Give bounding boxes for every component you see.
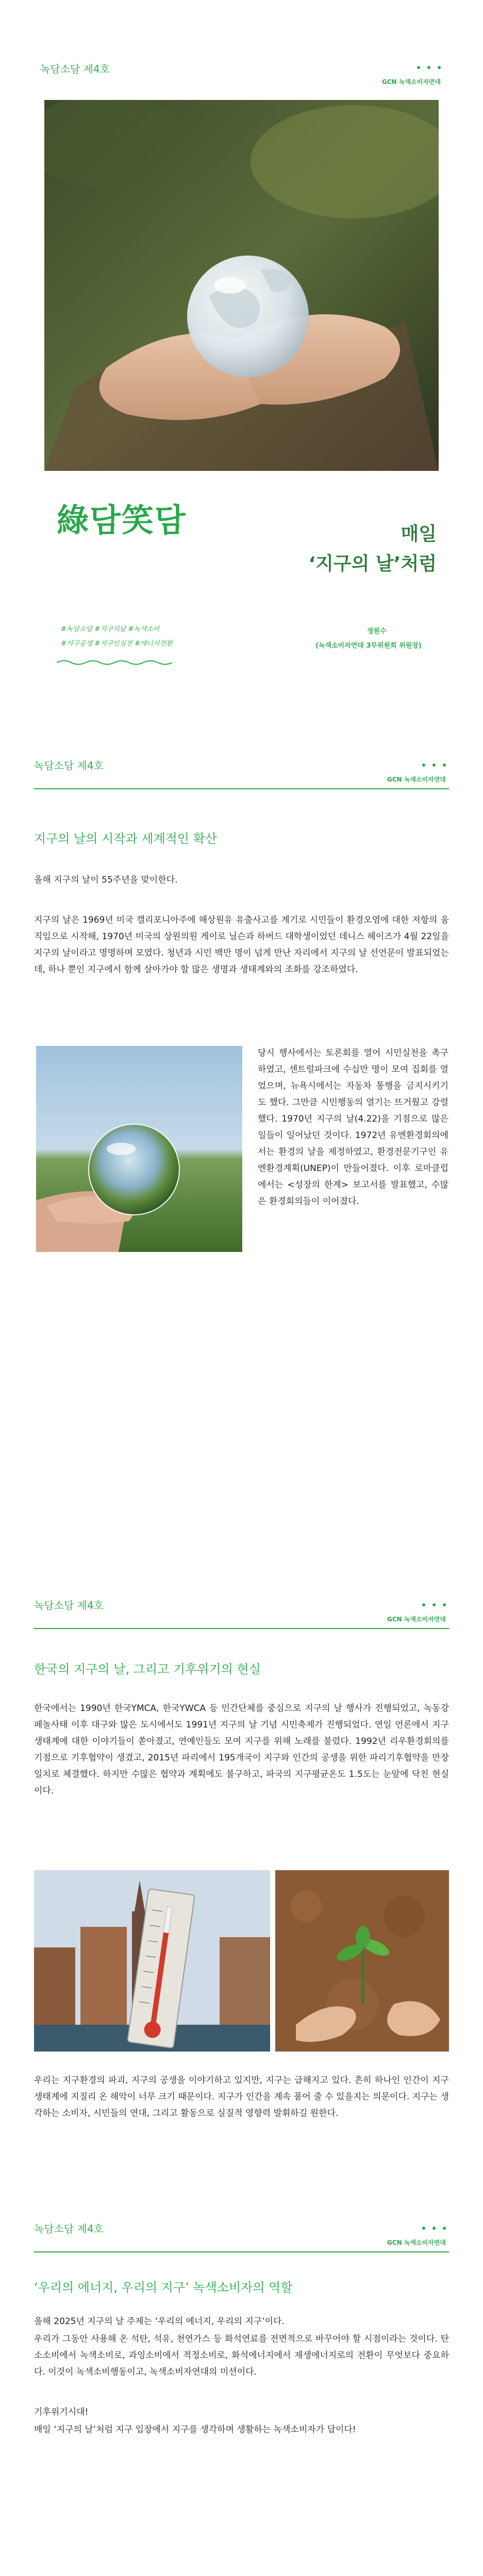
brand-label: GCN 녹색소비자연대 [387, 2239, 446, 2246]
sapling-illustration [275, 1870, 449, 2052]
footer [0, 2561, 483, 2576]
author-affiliation: (녹색소비자연대 3무위원회 위원장) [315, 642, 422, 650]
dot-icon [438, 66, 441, 69]
paragraph: 기후위기시대! [34, 2407, 89, 2417]
hero-title-line2: ‘지구의 날’처럼 [308, 553, 437, 574]
section-rule [34, 2251, 449, 2252]
issue-label: 녹담소담 제4호 [34, 2223, 104, 2235]
paragraph: 우리가 그동안 사용해 온 석탄, 석유, 천연가스 등 화석연료를 전면적으로 바꾸어야 할 시점이라는 것이다. 탄소소비에서 녹색소비로, 과잉소비에서 적정소비로, 화석에너지에서 재생에너지로의 전환이 무엇보다 중요하다. 이것이 녹색소비행동이고, 녹색소비자연대의 미션이다. [34, 2334, 449, 2377]
section-rule [34, 788, 449, 789]
hero-tagline-line2: #지구공생 #지구인실천 #에너지전환 [61, 640, 173, 648]
dot-icon [443, 764, 446, 767]
brand-dots [405, 1603, 446, 1606]
brand-dots [399, 66, 441, 69]
section-title: 한국의 지구의 날, 그리고 기후위기의 현실 [34, 1662, 261, 1676]
section-green-consumer [0, 2200, 483, 2561]
hero-photo-hands-globe [44, 100, 439, 471]
hero-logo: 綠담笑담 [57, 501, 187, 539]
dot-icon [422, 1603, 425, 1606]
paragraph: 지구의 날은 1969년 미국 캘리포니아주에 해상원유 유출사고를 계기로 시민들이 환경오염에 대한 저항의 움직임으로 시작해, 1970년 미국의 상원의원 게이로 닐슨과 하버드 대학생이었던 데니스 헤이즈가 4월 22일을 지구의 날이라고 명명하며 모였다. 청년과 시민 백만 명이 넘게 만난 자리에서 지구의 날 선언문이 발표되었는데, 하나 뿐인 지구에서 함께 살아가야 할 많은 생명과 생태계와의 조화를 강조하였다. [34, 915, 449, 975]
section-rule [34, 1628, 449, 1629]
brand-label: GCN 녹색소비자연대 [381, 78, 441, 86]
author-name: 정원수 [367, 628, 387, 635]
brand-dots [405, 764, 446, 767]
photo-thermometer-city [34, 1870, 270, 2052]
thermometer-illustration [34, 1870, 270, 2052]
issue-label: 녹담소담 제4호 [34, 1599, 104, 1612]
photo-planting-sapling [275, 1870, 449, 2052]
dot-icon [443, 1603, 446, 1606]
glass-ball-illustration [36, 1046, 242, 1252]
hero-tagline-line1: #녹담소담 #지구의날 #녹색소비 [61, 625, 160, 633]
dot-icon [422, 764, 425, 767]
paragraph: 한국에서는 1990년 한국YMCA, 한국YWCA 등 민간단체를 중심으로 지구의 날 행사가 진행되었고, 녹동강 페놀사태 이후 대구와 많은 도시에서도 1991년 지구의 날 기념 시민축제가 진행되었다. 연일 언론에서 지구생태계에 대한 이야기들이 쏟아졌고, 연예인들도 모여 지구를 위해 노래를 불렀다. 1992년 리우환경회의를 기점으로 기후협약이 생겼고, 2015년 파리에서 195개국이 지구와 인간의 공생을 위한 파리기후협약을 만장일치로 체결했다. 하지만 수많은 협약과 계획에도 불구하고, 파국의 지구평균온도 1.5도는 눈앞에 닥친 현실이다. [34, 1703, 449, 1796]
hands-globe-illustration [44, 100, 439, 471]
issue-label: 녹담소담 제4호 [40, 63, 110, 75]
dot-icon [432, 1603, 436, 1606]
photo-glass-ball [36, 1046, 242, 1252]
wave-divider [57, 658, 175, 668]
issue-label: 녹담소담 제4호 [34, 759, 104, 772]
brand-label: GCN 녹색소비자연대 [387, 776, 446, 783]
paragraph: 매일 ‘지구의 날’처럼 지구 입장에서 지구를 생각하며 생활하는 녹색소비자가 답이다! [34, 2425, 356, 2435]
paragraph: 올해 지구의 날이 55주년을 맞이한다. [34, 875, 178, 885]
hero-title-line1: 매일 [401, 523, 437, 545]
dot-icon [417, 66, 420, 69]
paragraph: 당시 행사에서는 토론회를 열어 시민실천을 촉구하였고, 센트럴파크에 수십만 명이 모여 집회를 열었으며, 뉴욕시에서는 자동차 통행을 금지시키기도 했다. 그만큼 시민행동의 열기는 뜨거웠고 강렬했다. 1970년 지구의 날(4.22)을 기점으로 많은 일들이 일어났던 것이다. 1972년 유엔환경회의에서는 환경의 날을 제정하였고, 환경전문기구인 유엔환경계획(UNEP)이 만들어졌다. 이후 로마클럽에서는 <성장의 한계> 보고서를 발표했고, 수많은 환경회의들이 이어졌다. [258, 1048, 448, 1207]
dot-icon [443, 2227, 446, 2230]
dot-icon [427, 66, 430, 69]
dot-icon [432, 2227, 436, 2230]
brand-dots [405, 2227, 446, 2230]
paragraph: 올해 2025년 지구의 날 주제는 ‘우리의 에너지, 우리의 지구’이다. [34, 2316, 285, 2327]
section-title: ‘우리의 에너지, 우리의 지구’ 녹색소비자의 역할 [34, 2280, 293, 2295]
dot-icon [422, 2227, 425, 2230]
dot-icon [432, 764, 436, 767]
section-korea-climate [0, 1582, 483, 2200]
section-origin [0, 706, 483, 1582]
section-title: 지구의 날의 시작과 세계적인 확산 [34, 832, 218, 846]
paragraph: 우리는 지구환경의 파괴, 지구의 공생을 이야기하고 있지만, 지구는 급해지고 있다. 흔히 하나인 인간이 지구생태계에 지질리 온 해악이 너무 크기 때문이다. 지구가 인간을 계속 품어 줄 수 있을지는 의문이다. 지구는 생각하는 소비자, 시민들의 연대, 그리고 활동으로 실질적 영향력 발휘하길 원한다. [34, 2075, 449, 2119]
hero-section [0, 0, 483, 706]
brand-label: GCN 녹색소비자연대 [387, 1616, 446, 1623]
